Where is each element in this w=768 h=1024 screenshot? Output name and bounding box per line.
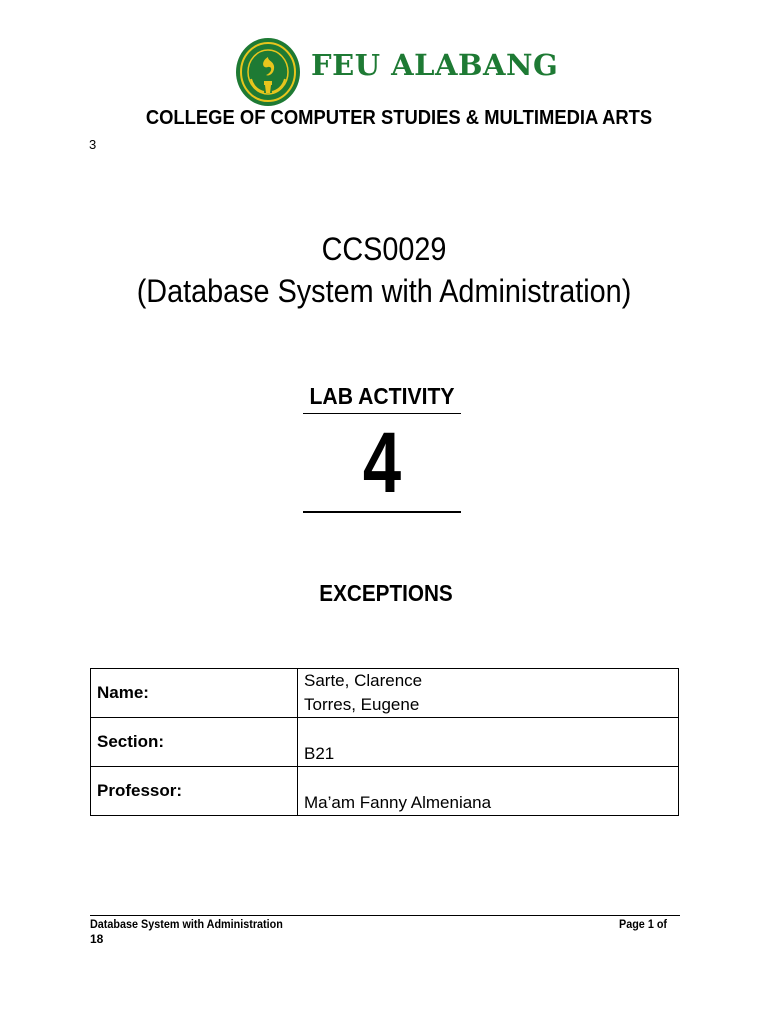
table-row [91,669,679,718]
course-code: CCS0029 [321,231,447,267]
footer-divider [90,915,680,916]
section-value-cell [298,718,679,767]
name-label: Name: [97,683,149,702]
page-mark: 3 [89,137,97,152]
table-row [91,767,679,816]
name-label-cell [91,669,298,718]
name-value-1: Sarte, Clarence [304,671,423,690]
lab-activity-number: 4 [362,415,402,511]
university-seal-icon [235,37,301,107]
topic-title: EXCEPTIONS [319,580,453,606]
divider [303,511,461,513]
lab-activity-label: LAB ACTIVITY [309,383,455,409]
student-info-table [90,668,679,816]
professor-value: Ma’am Fanny Almeniana [304,793,492,812]
footer-page-label: Page 1 of [619,917,668,931]
college-title: COLLEGE OF COMPUTER STUDIES & MULTIMEDIA ARTS [145,107,653,129]
logo-wordmark: FEU ALABANG [311,48,559,82]
professor-value-cell [298,767,679,816]
course-name: (Database System with Administration) [136,273,632,309]
name-value-cell [298,669,679,718]
name-value-2: Torres, Eugene [304,695,420,714]
footer-course-name: Database System with Administration [90,917,283,931]
section-label: Section: [97,732,165,751]
table-row [91,718,679,767]
header-logo [235,37,559,109]
section-value: B21 [304,744,335,763]
footer-page-total: 18 [90,932,104,946]
professor-label: Professor: [97,781,183,800]
divider [303,413,461,414]
section-label-cell [91,718,298,767]
professor-label-cell [91,767,298,816]
